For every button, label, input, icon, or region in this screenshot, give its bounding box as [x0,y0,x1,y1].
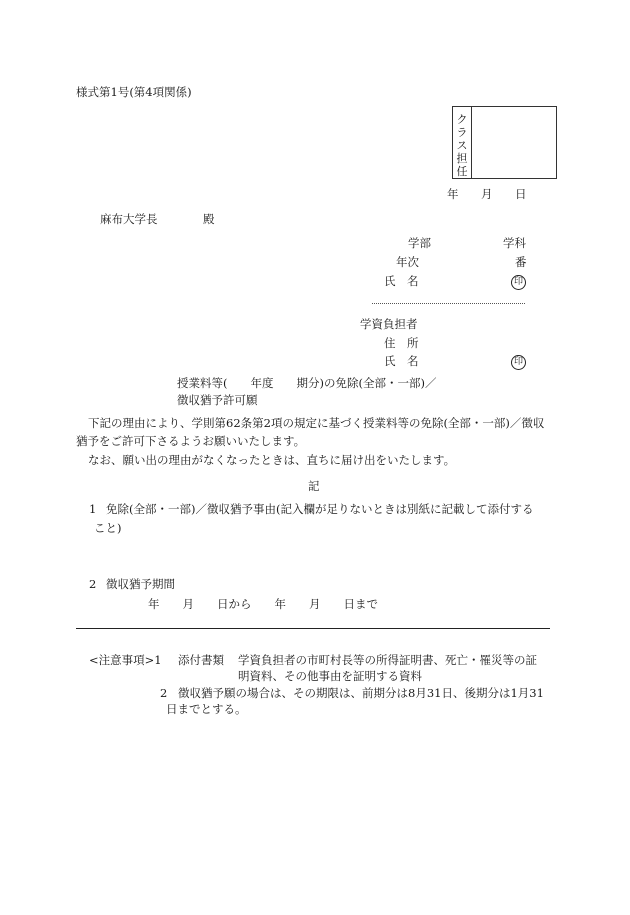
form-number: 様式第1号(第4項関係) [76,85,192,99]
note2-number: 2 [160,686,168,700]
guarantor-address-label: 住 所 [384,336,419,350]
student-year: 年次 [396,255,419,269]
student-faculty: 学部 [408,236,431,250]
item1-text-line-2: こと) [94,521,122,535]
body-paragraph-2: なお、願い出の理由がなくなったときは、直ちに届け出をいたします。 [88,453,456,467]
item1-text-line-1: 免除(全部・一部)／徴収猶予事由(記入欄が足りないときは別紙に記載して添付する [106,502,534,516]
student-number: 番 [515,255,527,269]
date-day: 日 [515,187,527,201]
notes-header: <注意事項>1 [89,653,162,667]
addressee-honorific: 殿 [203,212,215,226]
guarantor-title: 学資負担者 [360,317,418,331]
guarantor-name-label: 氏 名 [384,354,419,368]
note1-title: 添付書類 [178,653,224,667]
box-divider [471,107,472,178]
date-month: 月 [481,187,493,201]
date-year: 年 [447,187,459,201]
student-seal-mark: 印 [511,274,526,290]
item2-period: 年 月 日から 年 月 日まで [148,597,378,611]
guarantor-seal-mark: 印 [511,354,526,370]
body-paragraph-1: 下記の理由により、学則第62条第2項の規定に基づく授業料等の免除(全部・一部)／徴収猶予をご許可下さるようお願いいたします。 [76,416,545,448]
student-department: 学科 [503,236,526,250]
item1-number: 1 [89,502,97,516]
note2-line-2: 日までとする。 [166,702,247,716]
subject-line-1: 授業料等( 年度 期分)の免除(全部・一部)／ [177,376,437,390]
horizontal-rule [76,628,550,629]
note1-line-1: 学資負担者の市町村長等の所得証明書、死亡・罹災等の証 [238,653,537,667]
item2-text: 徴収猶予期間 [106,577,175,591]
student-name-label: 氏 名 [384,274,419,288]
class-teacher-box [452,106,557,179]
item2-number: 2 [89,577,97,591]
subject-line-2: 徴収猶予許可願 [177,393,258,407]
note2-line-1: 徴収猶予願の場合は、その期限は、前期分は8月31日、後期分は1月31 [178,686,544,700]
dotted-separator [372,303,525,304]
class-teacher-label: ク ラ ス 担 任 [456,113,468,178]
ki-heading: 記 [308,479,320,493]
note1-line-2: 明資料、その他事由を証明する資料 [238,669,422,683]
addressee-name: 麻布大学長 [100,212,158,226]
